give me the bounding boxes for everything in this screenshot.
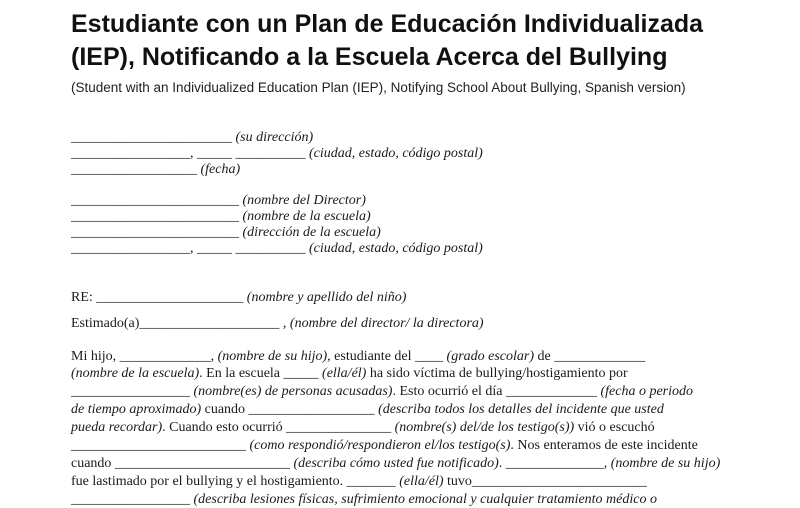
greeting-line — [71, 316, 484, 332]
sender-address-line — [71, 130, 313, 146]
title-line-1: Estudiante con un Plan de Educación Individualizada — [71, 10, 704, 38]
sender-city-blank: _________________, _____ __________ — [71, 146, 306, 161]
recipient-director-label: (nombre del Director) — [242, 193, 366, 208]
body-text: ha sido víctima de bullying/hostigamiento por — [366, 366, 628, 381]
document-subtitle: (Student with an Individualized Education Plan (IEP), Notifying School About Bullying, Spanish version) — [71, 80, 686, 95]
sender-address-blank: _______________________ — [71, 130, 232, 145]
sender-city-label: (ciudad, estado, código postal) — [309, 146, 483, 161]
re-line — [71, 290, 406, 306]
body-label: (grado escolar) — [446, 349, 535, 364]
recipient-school-address-blank: ________________________ — [71, 225, 239, 240]
body-line-1 — [71, 349, 645, 365]
body-label: de tiempo aproximado) — [71, 402, 202, 417]
body-label: (fecha o periodo — [600, 384, 694, 399]
recipient-city-blank: _________________, _____ __________ — [71, 241, 306, 256]
body-line-5 — [71, 420, 655, 436]
body-text: _________________ — [71, 492, 194, 507]
body-label: (nombre(s) del/de los testigo(s)) — [394, 420, 575, 435]
greeting-blank: ____________________ — [139, 316, 280, 331]
body-text: _________________ — [71, 384, 194, 399]
document-title — [71, 8, 791, 74]
body-line-8 — [71, 474, 647, 490]
body-line-7 — [71, 456, 720, 472]
body-text: . Cuando esto ocurrió _______________ — [162, 420, 395, 435]
body-line-4 — [71, 402, 664, 418]
sender-address-label: (su dirección) — [235, 130, 314, 145]
recipient-city-label: (ciudad, estado, código postal) — [309, 241, 483, 256]
body-label: (nombre de la escuela) — [71, 366, 200, 381]
body-text: , estudiante del ____ — [327, 349, 447, 364]
body-text: . Esto ocurrió el día _____________ — [392, 384, 601, 399]
recipient-school-address-line — [71, 225, 381, 241]
body-label: (nombre(es) de personas acusadas) — [193, 384, 393, 399]
sender-date-line — [71, 162, 240, 178]
body-line-2 — [71, 366, 628, 382]
sender-date-label: (fecha) — [200, 162, 241, 177]
body-label: pueda recordar) — [71, 420, 163, 435]
body-label: (nombre de su hijo) — [610, 456, 721, 471]
sender-date-blank: __________________ — [71, 162, 197, 177]
body-text: . En la escuela _____ — [199, 366, 323, 381]
body-text: vió o escuchó — [574, 420, 655, 435]
body-text: cuando _________________________ — [71, 456, 294, 471]
body-text: . Nos enteramos de este incidente — [510, 438, 698, 453]
recipient-school-line — [71, 209, 371, 225]
recipient-director-line — [71, 193, 366, 209]
body-text: cuando __________________ — [201, 402, 379, 417]
recipient-school-address-label: (dirección de la escuela) — [242, 225, 381, 240]
re-label: (nombre y apellido del niño) — [243, 290, 407, 305]
body-text: tuvo_________________________ — [443, 474, 647, 489]
body-line-9 — [71, 492, 657, 508]
body-label: (ella/él) — [399, 474, 444, 489]
recipient-director-blank: ________________________ — [71, 193, 239, 208]
title-line-2: (IEP), Notificando a la Escuela Acerca del Bullying — [71, 43, 668, 71]
body-label: (como respondió/respondieron el/los testigo(s) — [249, 438, 511, 453]
re-blank: _____________________ — [96, 290, 244, 305]
body-label: (describa todos los detalles del incidente que usted — [378, 402, 664, 417]
body-text: de _____________ — [534, 349, 646, 364]
re-prefix: RE: — [71, 290, 97, 305]
body-label: (describa lesiones físicas, sufrimiento emocional y cualquier tratamiento médico o — [193, 492, 657, 507]
body-label: (ella/él) — [322, 366, 367, 381]
body-text: fue lastimado por el bullying y el hostigamiento. _______ — [71, 474, 400, 489]
body-label: (describa cómo usted fue notificado) — [293, 456, 499, 471]
recipient-school-label: (nombre de la escuela) — [242, 209, 371, 224]
sender-city-line — [71, 146, 483, 162]
greeting-label: , (nombre del director/ la directora) — [279, 316, 484, 331]
recipient-city-line — [71, 241, 483, 257]
greeting-prefix: Estimado(a) — [71, 316, 140, 331]
body-text: _________________________ — [71, 438, 250, 453]
body-text: Mi hijo, _____________, — [71, 349, 218, 364]
body-text: . ______________, — [498, 456, 611, 471]
body-label: (nombre de su hijo) — [217, 349, 328, 364]
body-line-6 — [71, 438, 698, 454]
recipient-school-blank: ________________________ — [71, 209, 239, 224]
body-line-3 — [71, 384, 693, 400]
